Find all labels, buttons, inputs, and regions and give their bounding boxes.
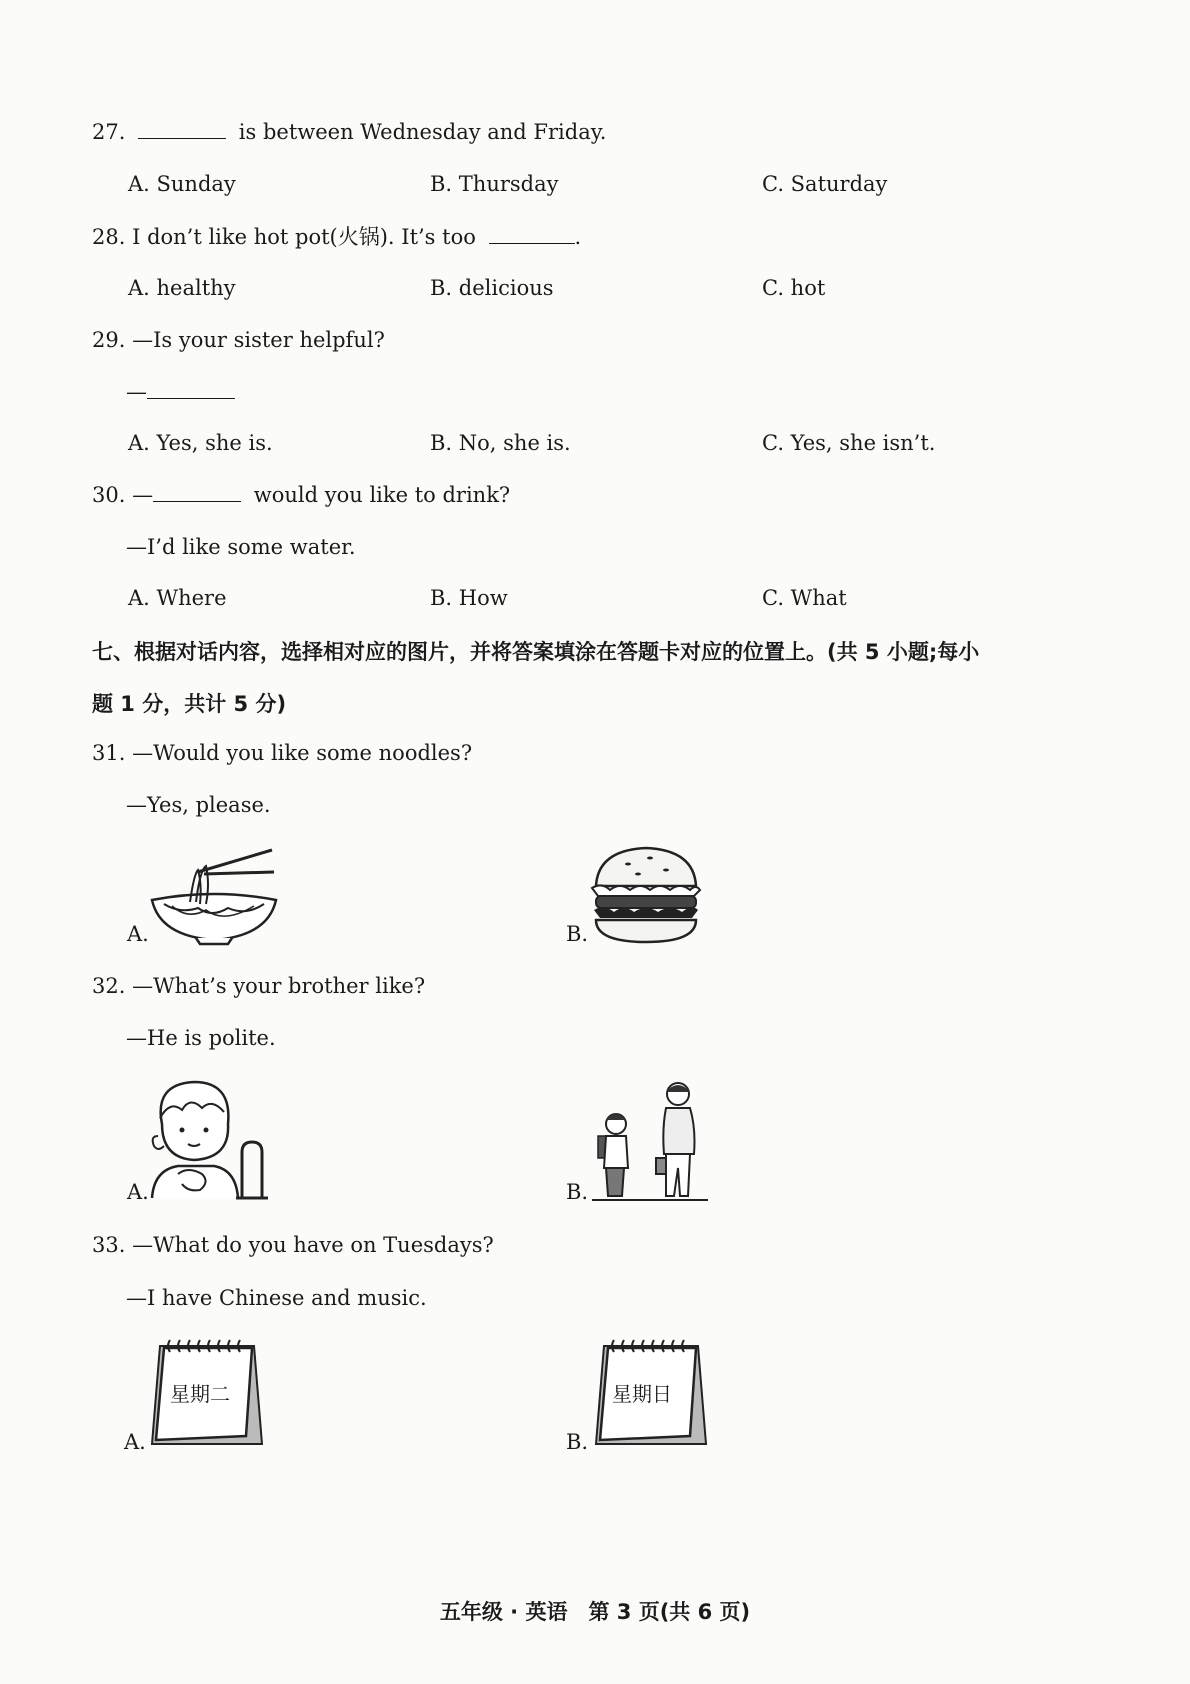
noodles-bowl-icon [150,844,278,946]
desk-calendar-b [590,1336,708,1452]
option-c: C. Saturday [762,172,888,196]
question-32-reply: —He is polite. [126,1026,276,1050]
option-c: C. What [762,586,847,610]
answer-blank [147,397,235,399]
answer-blank [489,242,575,244]
option-c: C. Yes, she isn’t. [762,431,936,455]
question-31-reply: —Yes, please. [126,793,271,817]
option-a: A. Yes, she is. [128,431,273,455]
calendar-day-text: 星期二 [170,1382,230,1406]
question-30-reply: —I’d like some water. [126,535,356,559]
answer-blank [153,500,241,502]
answer-blank [138,137,226,139]
question-30-stem [92,485,510,506]
question-text-end: . [574,225,582,249]
option-b: B. delicious [430,276,554,300]
question-33-reply: —I have Chinese and music. [126,1286,427,1310]
picture-label-b: B. [566,1180,589,1204]
question-number: 29. [92,328,126,352]
picture-label-b: B. [566,922,589,946]
question-33-stem [92,1235,494,1256]
question-28-stem [92,227,581,248]
picture-label-a: A. [127,922,149,946]
desk-calendar-a [146,1336,264,1452]
boy-greeting-man-icon [590,1078,710,1204]
picture-label-a: A. [127,1180,149,1204]
question-27-stem [92,122,606,143]
question-number: 30. [92,483,126,507]
question-32-stem [92,976,425,997]
boy-washing-hands-icon [148,1078,272,1202]
hamburger-icon [588,846,704,944]
question-text: would you like to drink? [253,483,511,507]
question-number: 31. [92,741,126,765]
section-heading-cont: 题 1 分，共计 5 分) [92,692,287,716]
option-c: C. hot [762,276,826,300]
question-number: 28. [92,225,126,249]
question-number: 27. [92,120,126,144]
page-footer: 五年级 · 英语 第 3 页(共 6 页) [439,1600,751,1624]
question-31-stem [92,743,472,764]
question-number: 33. [92,1233,126,1257]
question-text: —Would you like some noodles? [132,741,473,765]
option-a: A. Where [128,586,227,610]
picture-label-b: B. [566,1430,589,1454]
question-text: —What’s your brother like? [132,974,426,998]
question-29-stem [92,330,385,351]
section-heading: 七、根据对话内容，选择相对应的图片，并将答案填涂在答题卡对应的位置上。(共 5 小题;每小 [92,640,980,664]
picture-label-a: A. [124,1430,146,1454]
dash: — [126,380,147,404]
option-b: B. How [430,586,508,610]
calendar-day-text: 星期日 [612,1382,672,1406]
question-text: —Is your sister helpful? [132,328,385,352]
question-text: —What do you have on Tuesdays? [132,1233,494,1257]
question-29-reply [126,382,235,403]
question-text: is between Wednesday and Friday. [238,120,607,144]
option-a: A. Sunday [128,172,236,196]
option-b: B. Thursday [430,172,559,196]
question-text: I don’t like hot pot(火锅). It’s too [132,225,476,249]
dash: — [132,483,154,507]
option-b: B. No, she is. [430,431,571,455]
question-number: 32. [92,974,126,998]
option-a: A. healthy [128,276,236,300]
